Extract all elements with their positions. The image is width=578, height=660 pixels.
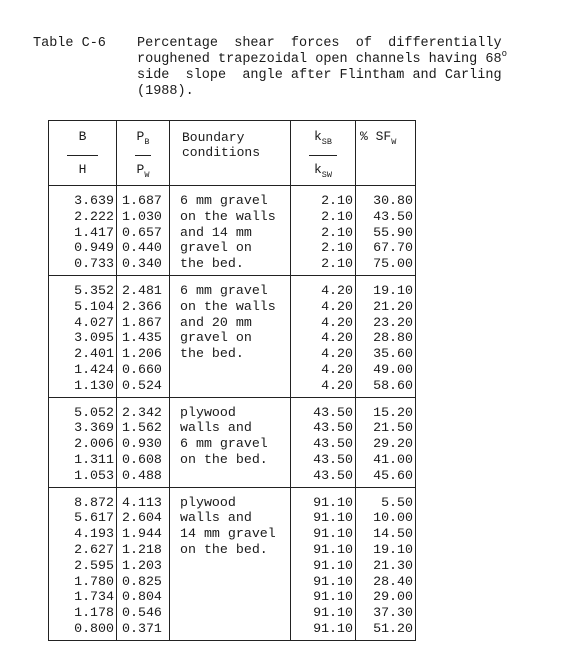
cell-value: 91.10 xyxy=(313,557,353,573)
cell-value: 2.10 xyxy=(321,193,353,208)
cell-value: 14.50 xyxy=(373,526,413,542)
col-pb-over-pw xyxy=(117,487,170,640)
cell-value: 2.10 xyxy=(321,208,353,224)
cell-value: 6 mm gravel xyxy=(180,282,268,298)
table-body xyxy=(49,186,416,641)
cell-value: 43.50 xyxy=(313,467,353,483)
col-b-over-h xyxy=(49,487,117,640)
cell-value: 8.872 xyxy=(74,494,114,510)
col-percent-sfw xyxy=(356,186,416,276)
cell-value: 49.00 xyxy=(373,361,413,377)
cell-value: the bed. xyxy=(180,346,244,362)
cell-value: plywood xyxy=(180,404,236,420)
cell-value: 2.481 xyxy=(122,282,162,298)
cell-value: 4.20 xyxy=(321,377,353,393)
cell-value: on the walls xyxy=(180,208,276,224)
col-b-over-h xyxy=(49,186,117,276)
col-pb-over-pw xyxy=(117,397,170,487)
cell-value: 19.10 xyxy=(373,282,413,298)
cell-value: 51.20 xyxy=(373,620,413,636)
cell-value: 0.733 xyxy=(74,256,114,272)
cell-value: the bed. xyxy=(180,256,244,272)
caption-text xyxy=(137,36,567,99)
cell-value: 21.30 xyxy=(373,557,413,573)
cell-value: 0.524 xyxy=(122,377,162,393)
cell-value: 2.10 xyxy=(321,240,353,256)
cell-value: 10.00 xyxy=(373,510,413,526)
col-ksb-over-ksw xyxy=(291,275,356,397)
col-boundary-conditions xyxy=(170,275,291,397)
caption-line-3: side slope angle after Flintham and Carling xyxy=(137,68,502,83)
cell-value: 75.00 xyxy=(373,256,413,272)
cell-value: 55.90 xyxy=(373,224,413,240)
shear-force-table xyxy=(48,120,416,641)
cell-value: 3.639 xyxy=(74,193,114,208)
cell-value: 1.030 xyxy=(122,208,162,224)
cell-value: 2.401 xyxy=(74,346,114,362)
cell-value: 4.193 xyxy=(74,526,114,542)
col-pb-over-pw xyxy=(117,275,170,397)
cell-value: 28.40 xyxy=(373,573,413,589)
cell-value: 1.130 xyxy=(74,377,114,393)
cell-value: on the walls xyxy=(180,298,276,314)
cell-value: 67.70 xyxy=(373,240,413,256)
cell-value: 5.352 xyxy=(74,282,114,298)
cell-value: 1.867 xyxy=(122,314,162,330)
cell-value: 35.60 xyxy=(373,346,413,362)
cell-value: 2.10 xyxy=(321,256,353,272)
cell-value: gravel on xyxy=(180,330,252,346)
caption-line-2: roughened trapezoidal open channels having 68$^o$ xyxy=(137,48,507,67)
cell-value: 0.440 xyxy=(122,240,162,256)
cell-value: 1.562 xyxy=(122,420,162,436)
cell-value: 1.417 xyxy=(74,224,114,240)
cell-value: 2.222 xyxy=(74,208,114,224)
cell-value: 5.50 xyxy=(381,494,413,510)
cell-value: and 14 mm xyxy=(180,224,252,240)
header-ksb-over-ksw: $k_{SB}$ $k_{SW}$ xyxy=(291,121,356,186)
cell-value: 5.052 xyxy=(74,404,114,420)
cell-value: 43.50 xyxy=(373,208,413,224)
col-percent-sfw xyxy=(356,397,416,487)
cell-value: 91.10 xyxy=(313,605,353,621)
table-group-4 xyxy=(49,487,416,640)
cell-value: 21.50 xyxy=(373,420,413,436)
cell-value: 43.50 xyxy=(313,420,353,436)
cell-value: on the bed. xyxy=(180,541,268,557)
col-boundary-conditions xyxy=(170,487,291,640)
cell-value: 0.371 xyxy=(122,620,162,636)
cell-value: 30.80 xyxy=(373,193,413,208)
cell-value: 2.366 xyxy=(122,298,162,314)
cell-value: 2.595 xyxy=(74,557,114,573)
cell-value: plywood xyxy=(180,494,236,510)
cell-value: 0.930 xyxy=(122,436,162,452)
cell-value: 58.60 xyxy=(373,377,413,393)
cell-value: 0.657 xyxy=(122,224,162,240)
header-b-over-h: B H xyxy=(49,121,117,186)
cell-value: 21.20 xyxy=(373,298,413,314)
cell-value: 1.311 xyxy=(74,451,114,467)
table-label: Table C-6 xyxy=(33,36,106,51)
cell-value: 1.734 xyxy=(74,589,114,605)
cell-value: 91.10 xyxy=(313,494,353,510)
cell-value: 41.00 xyxy=(373,451,413,467)
col-percent-sfw xyxy=(356,487,416,640)
cell-value: 29.00 xyxy=(373,589,413,605)
col-ksb-over-ksw xyxy=(291,487,356,640)
cell-value: 4.20 xyxy=(321,330,353,346)
cell-value: 91.10 xyxy=(313,510,353,526)
cell-value: 3.095 xyxy=(74,330,114,346)
cell-value: 0.660 xyxy=(122,361,162,377)
cell-value: 1.687 xyxy=(122,193,162,208)
cell-value: 28.80 xyxy=(373,330,413,346)
cell-value: 1.053 xyxy=(74,467,114,483)
cell-value: 4.20 xyxy=(321,314,353,330)
cell-value: 4.113 xyxy=(122,494,162,510)
caption-line-4: (1988). xyxy=(137,83,194,99)
cell-value: and 20 mm xyxy=(180,314,252,330)
cell-value: 6 mm gravel xyxy=(180,436,268,452)
cell-value: 15.20 xyxy=(373,404,413,420)
cell-value: 29.20 xyxy=(373,436,413,452)
cell-value: 91.10 xyxy=(313,620,353,636)
cell-value: 2.627 xyxy=(74,541,114,557)
header-pb-over-pw: $P_B$ $P_W$ xyxy=(117,121,170,186)
col-ksb-over-ksw xyxy=(291,397,356,487)
table-group-2 xyxy=(49,275,416,397)
cell-value: 2.006 xyxy=(74,436,114,452)
caption-line-1: Percentage shear forces of differentially xyxy=(137,36,502,51)
cell-value: 1.435 xyxy=(122,330,162,346)
cell-value: 91.10 xyxy=(313,573,353,589)
cell-value: 4.20 xyxy=(321,346,353,362)
cell-value: 0.949 xyxy=(74,240,114,256)
cell-value: 91.10 xyxy=(313,589,353,605)
cell-value: walls and xyxy=(180,510,252,526)
cell-value: 2.342 xyxy=(122,404,162,420)
cell-value: on the bed. xyxy=(180,451,268,467)
cell-value: 2.10 xyxy=(321,224,353,240)
cell-value: 45.60 xyxy=(373,467,413,483)
cell-value: 0.804 xyxy=(122,589,162,605)
table-group-3 xyxy=(49,397,416,487)
header-percent-sfw: % $SF_W$ xyxy=(356,121,416,186)
col-b-over-h xyxy=(49,275,117,397)
cell-value: gravel on xyxy=(180,240,252,256)
cell-value: 23.20 xyxy=(373,314,413,330)
cell-value: 14 mm gravel xyxy=(180,526,276,542)
cell-value: 0.608 xyxy=(122,451,162,467)
col-boundary-conditions xyxy=(170,186,291,276)
cell-value: 6 mm gravel xyxy=(180,193,268,208)
cell-value: 0.825 xyxy=(122,573,162,589)
header-boundary-conditions: Boundary conditions xyxy=(170,121,291,186)
cell-value: 4.027 xyxy=(74,314,114,330)
col-pb-over-pw xyxy=(117,186,170,276)
col-percent-sfw xyxy=(356,275,416,397)
cell-value: 91.10 xyxy=(313,541,353,557)
cell-value: 0.340 xyxy=(122,256,162,272)
table-group-1 xyxy=(49,186,416,276)
header-row xyxy=(49,121,416,186)
cell-value: 4.20 xyxy=(321,298,353,314)
col-b-over-h xyxy=(49,397,117,487)
cell-value: 1.424 xyxy=(74,361,114,377)
cell-value: 43.50 xyxy=(313,404,353,420)
cell-value: 91.10 xyxy=(313,526,353,542)
col-boundary-conditions xyxy=(170,397,291,487)
cell-value: 1.178 xyxy=(74,605,114,621)
col-ksb-over-ksw xyxy=(291,186,356,276)
cell-value: 4.20 xyxy=(321,282,353,298)
cell-value: 1.944 xyxy=(122,526,162,542)
cell-value: 2.604 xyxy=(122,510,162,526)
cell-value: 43.50 xyxy=(313,451,353,467)
cell-value: walls and xyxy=(180,420,252,436)
cell-value: 19.10 xyxy=(373,541,413,557)
cell-value: 1.780 xyxy=(74,573,114,589)
cell-value: 5.617 xyxy=(74,510,114,526)
cell-value: 1.203 xyxy=(122,557,162,573)
cell-value: 0.546 xyxy=(122,605,162,621)
cell-value: 1.218 xyxy=(122,541,162,557)
cell-value: 5.104 xyxy=(74,298,114,314)
cell-value: 3.369 xyxy=(74,420,114,436)
cell-value: 4.20 xyxy=(321,361,353,377)
cell-value: 1.206 xyxy=(122,346,162,362)
cell-value: 0.488 xyxy=(122,467,162,483)
degree-symbol: o xyxy=(501,48,507,59)
cell-value: 43.50 xyxy=(313,436,353,452)
cell-value: 37.30 xyxy=(373,605,413,621)
cell-value: 0.800 xyxy=(74,620,114,636)
